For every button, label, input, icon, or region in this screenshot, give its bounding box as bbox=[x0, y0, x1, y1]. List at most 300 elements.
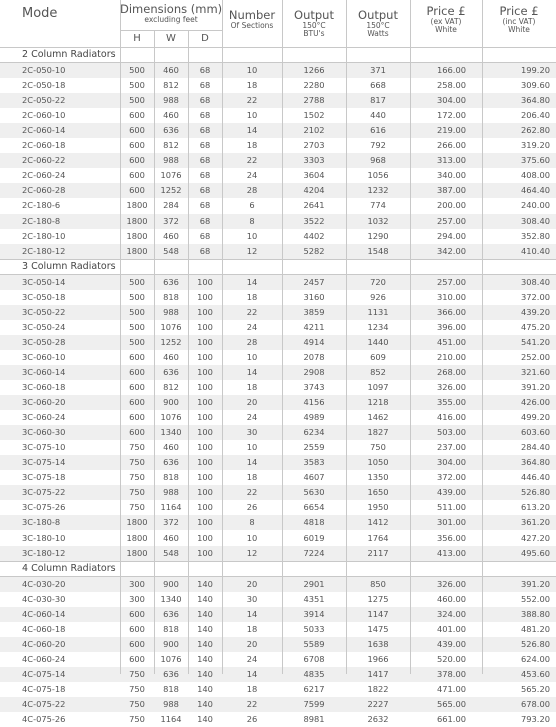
cell-width: 818 bbox=[163, 683, 179, 694]
table-row bbox=[0, 440, 556, 455]
cell-width: 636 bbox=[163, 366, 179, 377]
header-d-label: D bbox=[201, 33, 209, 44]
cell-width: 372 bbox=[163, 215, 179, 226]
cell-output-btu: 4818 bbox=[303, 517, 325, 528]
cell-model: 3C-060-30 bbox=[22, 427, 66, 438]
cell-price-ex-vat: 511.00 bbox=[436, 502, 466, 513]
table-row bbox=[0, 577, 556, 592]
cell-price-ex-vat: 451.00 bbox=[436, 336, 466, 347]
cell-price-ex-vat: 219.00 bbox=[436, 125, 466, 136]
cell-price-ex-vat: 356.00 bbox=[436, 532, 466, 543]
cell-width: 460 bbox=[163, 230, 179, 241]
cell-model: 2C-050-18 bbox=[22, 80, 66, 91]
cell-height: 600 bbox=[129, 397, 145, 408]
cell-model: 3C-050-22 bbox=[22, 306, 66, 317]
table-row bbox=[0, 335, 556, 350]
cell-price-ex-vat: 268.00 bbox=[436, 366, 466, 377]
cell-sections: 24 bbox=[246, 170, 258, 181]
cell-price-ex-vat: 366.00 bbox=[436, 306, 466, 317]
cell-price-ex-vat: 520.00 bbox=[436, 653, 466, 664]
cell-price-ex-vat: 471.00 bbox=[436, 683, 466, 694]
table-row bbox=[0, 290, 556, 305]
cell-sections: 28 bbox=[246, 185, 258, 196]
cell-width: 1076 bbox=[160, 653, 182, 664]
table-row bbox=[0, 275, 556, 290]
cell-depth: 68 bbox=[199, 170, 211, 181]
cell-model: 3C-060-10 bbox=[22, 351, 66, 362]
table-row bbox=[0, 652, 556, 667]
cell-output-watts: 616 bbox=[370, 125, 386, 136]
cell-output-watts: 1966 bbox=[367, 653, 389, 664]
header-number-label: Number bbox=[228, 8, 276, 22]
cell-output-btu: 2102 bbox=[303, 125, 325, 136]
cell-height: 500 bbox=[129, 65, 145, 75]
cell-depth: 68 bbox=[199, 95, 211, 106]
cell-price-ex-vat: 413.00 bbox=[436, 547, 466, 558]
cell-width: 1076 bbox=[160, 321, 182, 332]
cell-width: 636 bbox=[163, 276, 179, 287]
header-number bbox=[222, 0, 282, 47]
cell-output-btu: 3743 bbox=[303, 382, 325, 392]
header-price-ex-label: Price £ bbox=[426, 4, 466, 18]
cell-model: 3C-075-10 bbox=[22, 442, 66, 453]
cell-model: 2C-180-6 bbox=[22, 200, 61, 211]
cell-output-btu: 1266 bbox=[303, 65, 325, 75]
cell-depth: 100 bbox=[197, 366, 213, 377]
header-number-sub: Of Sections bbox=[230, 21, 274, 30]
cell-width: 460 bbox=[163, 110, 179, 121]
cell-output-watts: 1950 bbox=[367, 502, 389, 513]
cell-width: 1164 bbox=[160, 502, 182, 513]
header-price-inc-colour: White bbox=[508, 25, 530, 34]
cell-output-btu: 2457 bbox=[303, 276, 325, 287]
cell-depth: 100 bbox=[197, 472, 213, 483]
cell-output-watts: 1290 bbox=[367, 230, 389, 241]
col-divider bbox=[188, 30, 189, 674]
cell-model: 2C-060-14 bbox=[22, 125, 66, 136]
cell-sections: 10 bbox=[246, 230, 258, 241]
cell-output-btu: 6654 bbox=[303, 502, 325, 513]
cell-sections: 14 bbox=[246, 366, 258, 377]
cell-price-ex-vat: 166.00 bbox=[436, 65, 466, 75]
cell-price-inc-vat: 475.20 bbox=[520, 321, 550, 332]
cell-output-btu: 6019 bbox=[303, 532, 325, 543]
cell-price-ex-vat: 172.00 bbox=[436, 110, 466, 121]
cell-width: 988 bbox=[163, 306, 179, 317]
header-price-inc-label: Price £ bbox=[499, 4, 539, 18]
cell-model: 4C-060-18 bbox=[22, 623, 66, 634]
cell-depth: 68 bbox=[199, 200, 211, 211]
cell-output-btu: 4989 bbox=[303, 412, 325, 423]
cell-output-btu: 2078 bbox=[303, 351, 325, 362]
cell-depth: 68 bbox=[199, 140, 211, 151]
cell-price-inc-vat: 678.00 bbox=[520, 699, 550, 709]
cell-height: 600 bbox=[129, 155, 145, 166]
cell-price-ex-vat: 342.00 bbox=[436, 245, 466, 256]
header-output-btu-temp: 150°C bbox=[302, 21, 326, 30]
cell-price-inc-vat: 388.80 bbox=[520, 608, 550, 619]
cell-model: 3C-060-20 bbox=[22, 397, 66, 408]
header-w-label: W bbox=[166, 33, 176, 44]
cell-height: 1800 bbox=[126, 215, 148, 226]
cell-price-ex-vat: 661.00 bbox=[436, 714, 466, 725]
cell-model: 3C-075-14 bbox=[22, 457, 66, 468]
cell-width: 1252 bbox=[160, 185, 182, 196]
cell-output-watts: 968 bbox=[370, 155, 386, 166]
cell-output-watts: 2632 bbox=[367, 714, 389, 725]
cell-sections: 18 bbox=[246, 80, 258, 91]
table-row bbox=[0, 395, 556, 410]
table-row bbox=[0, 485, 556, 500]
cell-price-ex-vat: 313.00 bbox=[436, 155, 466, 166]
cell-output-btu: 2901 bbox=[303, 578, 325, 589]
cell-price-ex-vat: 257.00 bbox=[436, 215, 466, 226]
table-row bbox=[0, 183, 556, 198]
cell-output-btu: 3604 bbox=[303, 170, 325, 181]
cell-output-watts: 1440 bbox=[367, 336, 389, 347]
cell-price-ex-vat: 326.00 bbox=[436, 382, 466, 392]
cell-price-ex-vat: 237.00 bbox=[436, 442, 466, 453]
table-row bbox=[0, 455, 556, 470]
cell-output-watts: 1131 bbox=[367, 306, 389, 317]
cell-sections: 18 bbox=[246, 623, 258, 634]
cell-model: 3C-075-18 bbox=[22, 472, 66, 483]
cell-sections: 18 bbox=[246, 382, 258, 392]
cell-output-btu: 5282 bbox=[303, 245, 325, 256]
cell-width: 636 bbox=[163, 125, 179, 136]
section-header bbox=[0, 47, 556, 63]
table-row bbox=[0, 138, 556, 153]
cell-price-ex-vat: 266.00 bbox=[436, 140, 466, 151]
cell-width: 988 bbox=[163, 487, 179, 498]
cell-height: 750 bbox=[129, 457, 145, 468]
cell-depth: 100 bbox=[197, 382, 213, 392]
cell-width: 460 bbox=[163, 65, 179, 75]
cell-output-watts: 817 bbox=[370, 95, 386, 106]
cell-depth: 68 bbox=[199, 80, 211, 91]
cell-output-watts: 1412 bbox=[367, 517, 389, 528]
cell-output-watts: 1050 bbox=[367, 457, 389, 468]
cell-price-ex-vat: 310.00 bbox=[436, 291, 466, 302]
cell-output-watts: 609 bbox=[370, 351, 386, 362]
cell-output-watts: 1638 bbox=[367, 638, 389, 649]
table-row bbox=[0, 305, 556, 320]
cell-model: 4C-060-20 bbox=[22, 638, 66, 649]
cell-price-inc-vat: 364.80 bbox=[520, 457, 550, 468]
cell-depth: 100 bbox=[197, 532, 213, 543]
cell-price-inc-vat: 526.80 bbox=[520, 638, 550, 649]
cell-price-ex-vat: 460.00 bbox=[436, 593, 466, 604]
header-output-btu bbox=[282, 0, 346, 47]
cell-height: 600 bbox=[129, 125, 145, 136]
cell-output-btu: 7599 bbox=[303, 699, 325, 709]
header-model-label: Mode bbox=[22, 6, 58, 21]
cell-output-btu: 8981 bbox=[303, 714, 325, 725]
cell-output-watts: 774 bbox=[370, 200, 386, 211]
cell-price-ex-vat: 439.00 bbox=[436, 487, 466, 498]
cell-height: 300 bbox=[129, 593, 145, 604]
cell-price-inc-vat: 352.80 bbox=[520, 230, 550, 241]
table-row bbox=[0, 153, 556, 168]
cell-height: 600 bbox=[129, 412, 145, 423]
cell-height: 600 bbox=[129, 140, 145, 151]
cell-depth: 140 bbox=[197, 638, 213, 649]
cell-price-inc-vat: 308.40 bbox=[520, 276, 550, 287]
table-row bbox=[0, 667, 556, 682]
cell-height: 750 bbox=[129, 668, 145, 679]
cell-width: 900 bbox=[163, 397, 179, 408]
cell-width: 812 bbox=[163, 382, 179, 392]
cell-model: 3C-050-24 bbox=[22, 321, 66, 332]
cell-price-inc-vat: 319.20 bbox=[520, 140, 550, 151]
cell-sections: 22 bbox=[246, 306, 258, 317]
cell-sections: 12 bbox=[246, 547, 258, 558]
cell-model: 2C-180-10 bbox=[22, 230, 66, 241]
cell-width: 988 bbox=[163, 95, 179, 106]
cell-output-btu: 2908 bbox=[303, 366, 325, 377]
cell-model: 3C-180-12 bbox=[22, 547, 66, 558]
cell-height: 600 bbox=[129, 382, 145, 392]
cell-price-ex-vat: 355.00 bbox=[436, 397, 466, 408]
table-row bbox=[0, 622, 556, 637]
cell-sections: 22 bbox=[246, 155, 258, 166]
cell-height: 600 bbox=[129, 427, 145, 438]
cell-height: 750 bbox=[129, 699, 145, 709]
table-row bbox=[0, 78, 556, 93]
cell-price-inc-vat: 321.60 bbox=[520, 366, 550, 377]
cell-output-btu: 4211 bbox=[303, 321, 325, 332]
cell-price-inc-vat: 361.20 bbox=[520, 517, 550, 528]
cell-output-btu: 3859 bbox=[303, 306, 325, 317]
cell-depth: 100 bbox=[197, 502, 213, 513]
cell-depth: 100 bbox=[197, 517, 213, 528]
cell-sections: 14 bbox=[246, 457, 258, 468]
cell-output-btu: 3303 bbox=[303, 155, 325, 166]
cell-depth: 140 bbox=[197, 608, 213, 619]
table-row bbox=[0, 470, 556, 485]
cell-sections: 10 bbox=[246, 110, 258, 121]
table-row bbox=[0, 123, 556, 138]
cell-depth: 140 bbox=[197, 653, 213, 664]
col-divider bbox=[346, 0, 347, 674]
cell-depth: 100 bbox=[197, 442, 213, 453]
cell-price-ex-vat: 387.00 bbox=[436, 185, 466, 196]
cell-depth: 100 bbox=[197, 291, 213, 302]
cell-height: 1800 bbox=[126, 200, 148, 211]
cell-width: 1076 bbox=[160, 170, 182, 181]
cell-output-watts: 750 bbox=[370, 442, 386, 453]
cell-sections: 22 bbox=[246, 487, 258, 498]
header-price-ex-colour: White bbox=[435, 25, 457, 34]
cell-sections: 8 bbox=[249, 517, 255, 528]
cell-sections: 22 bbox=[246, 699, 258, 709]
cell-height: 750 bbox=[129, 487, 145, 498]
cell-model: 3C-180-10 bbox=[22, 532, 66, 543]
cell-output-watts: 1056 bbox=[367, 170, 389, 181]
table-row bbox=[0, 592, 556, 607]
cell-width: 460 bbox=[163, 442, 179, 453]
section-title: 3 Column Radiators bbox=[22, 260, 116, 272]
header-d bbox=[188, 30, 222, 46]
cell-output-btu: 5033 bbox=[303, 623, 325, 634]
cell-price-inc-vat: 364.80 bbox=[520, 95, 550, 106]
cell-sections: 12 bbox=[246, 245, 258, 256]
cell-depth: 100 bbox=[197, 351, 213, 362]
cell-depth: 100 bbox=[197, 487, 213, 498]
cell-output-btu: 3914 bbox=[303, 608, 325, 619]
cell-price-inc-vat: 495.60 bbox=[520, 547, 550, 558]
header-h bbox=[120, 30, 154, 46]
cell-price-ex-vat: 304.00 bbox=[436, 457, 466, 468]
cell-output-watts: 850 bbox=[370, 578, 386, 589]
cell-output-watts: 1218 bbox=[367, 397, 389, 408]
cell-depth: 68 bbox=[199, 230, 211, 241]
cell-sections: 24 bbox=[246, 412, 258, 423]
cell-price-inc-vat: 240.00 bbox=[520, 200, 550, 211]
cell-output-btu: 3160 bbox=[303, 291, 325, 302]
cell-model: 2C-060-18 bbox=[22, 140, 66, 151]
cell-output-btu: 4156 bbox=[303, 397, 325, 408]
cell-model: 2C-060-22 bbox=[22, 155, 66, 166]
cell-depth: 68 bbox=[199, 110, 211, 121]
cell-price-ex-vat: 416.00 bbox=[436, 412, 466, 423]
table-row bbox=[0, 365, 556, 380]
table-row bbox=[0, 244, 556, 259]
cell-depth: 100 bbox=[197, 457, 213, 468]
cell-depth: 68 bbox=[199, 125, 211, 136]
cell-height: 1800 bbox=[126, 532, 148, 543]
header-price-inc-vat bbox=[482, 0, 556, 47]
cell-sections: 14 bbox=[246, 276, 258, 287]
cell-sections: 6 bbox=[249, 200, 255, 211]
cell-price-inc-vat: 439.20 bbox=[520, 306, 550, 317]
col-divider bbox=[282, 0, 283, 674]
cell-model: 2C-060-24 bbox=[22, 170, 66, 181]
cell-width: 812 bbox=[163, 80, 179, 91]
cell-price-ex-vat: 294.00 bbox=[436, 230, 466, 241]
cell-price-ex-vat: 439.00 bbox=[436, 638, 466, 649]
header-w bbox=[154, 30, 188, 46]
cell-depth: 100 bbox=[197, 336, 213, 347]
col-divider bbox=[120, 0, 121, 674]
cell-width: 1252 bbox=[160, 336, 182, 347]
cell-price-inc-vat: 526.80 bbox=[520, 487, 550, 498]
table-row bbox=[0, 410, 556, 425]
cell-height: 600 bbox=[129, 185, 145, 196]
cell-height: 500 bbox=[129, 80, 145, 91]
cell-price-inc-vat: 613.20 bbox=[520, 502, 550, 513]
cell-output-btu: 5630 bbox=[303, 487, 325, 498]
cell-sections: 24 bbox=[246, 321, 258, 332]
cell-output-watts: 720 bbox=[370, 276, 386, 287]
cell-sections: 10 bbox=[246, 532, 258, 543]
cell-model: 3C-075-22 bbox=[22, 487, 66, 498]
cell-model: 4C-075-22 bbox=[22, 699, 66, 709]
cell-output-watts: 1097 bbox=[367, 382, 389, 392]
cell-price-ex-vat: 257.00 bbox=[436, 276, 466, 287]
cell-output-watts: 1548 bbox=[367, 245, 389, 256]
cell-model: 3C-060-18 bbox=[22, 382, 66, 392]
header-model bbox=[0, 0, 110, 47]
cell-model: 4C-075-14 bbox=[22, 668, 66, 679]
header-h-label: H bbox=[133, 33, 141, 44]
cell-height: 600 bbox=[129, 110, 145, 121]
cell-model: 4C-030-30 bbox=[22, 593, 66, 604]
cell-height: 750 bbox=[129, 502, 145, 513]
cell-width: 900 bbox=[163, 578, 179, 589]
cell-depth: 68 bbox=[199, 185, 211, 196]
cell-output-btu: 5589 bbox=[303, 638, 325, 649]
cell-model: 2C-050-22 bbox=[22, 95, 66, 106]
cell-price-ex-vat: 324.00 bbox=[436, 608, 466, 619]
table-row bbox=[0, 214, 556, 229]
cell-height: 1800 bbox=[126, 517, 148, 528]
cell-price-inc-vat: 372.00 bbox=[520, 291, 550, 302]
cell-price-inc-vat: 499.20 bbox=[520, 412, 550, 423]
col-divider bbox=[410, 0, 411, 674]
section-title: 2 Column Radiators bbox=[22, 49, 116, 60]
cell-price-ex-vat: 301.00 bbox=[436, 517, 466, 528]
cell-width: 460 bbox=[163, 532, 179, 543]
cell-price-inc-vat: 624.00 bbox=[520, 653, 550, 664]
cell-height: 1800 bbox=[126, 547, 148, 558]
cell-price-inc-vat: 427.20 bbox=[520, 532, 550, 543]
cell-output-watts: 1822 bbox=[367, 683, 389, 694]
cell-height: 500 bbox=[129, 306, 145, 317]
cell-model: 3C-060-24 bbox=[22, 412, 66, 423]
cell-width: 812 bbox=[163, 140, 179, 151]
cell-price-inc-vat: 408.00 bbox=[520, 170, 550, 181]
cell-output-btu: 6217 bbox=[303, 683, 325, 694]
cell-depth: 100 bbox=[197, 427, 213, 438]
cell-sections: 28 bbox=[246, 336, 258, 347]
cell-price-inc-vat: 206.40 bbox=[520, 110, 550, 121]
section-header bbox=[0, 561, 556, 577]
cell-model: 2C-180-12 bbox=[22, 245, 66, 256]
cell-model: 3C-050-14 bbox=[22, 276, 66, 287]
cell-width: 988 bbox=[163, 155, 179, 166]
cell-output-btu: 4835 bbox=[303, 668, 325, 679]
table-row bbox=[0, 607, 556, 622]
cell-output-btu: 4607 bbox=[303, 472, 325, 483]
cell-price-ex-vat: 326.00 bbox=[436, 578, 466, 589]
cell-width: 818 bbox=[163, 623, 179, 634]
cell-sections: 14 bbox=[246, 608, 258, 619]
cell-output-watts: 371 bbox=[370, 65, 386, 75]
cell-output-watts: 440 bbox=[370, 110, 386, 121]
cell-width: 900 bbox=[163, 638, 179, 649]
cell-model: 4C-060-24 bbox=[22, 653, 66, 664]
header-output-btu-label: Output bbox=[294, 8, 334, 22]
cell-price-inc-vat: 453.60 bbox=[520, 668, 550, 679]
col-divider bbox=[482, 0, 483, 674]
cell-output-watts: 1764 bbox=[367, 532, 389, 543]
cell-output-watts: 1234 bbox=[367, 321, 389, 332]
cell-output-watts: 1475 bbox=[367, 623, 389, 634]
col-divider bbox=[222, 0, 223, 674]
cell-width: 818 bbox=[163, 291, 179, 302]
cell-sections: 10 bbox=[246, 351, 258, 362]
table-row bbox=[0, 515, 556, 530]
cell-depth: 140 bbox=[197, 668, 213, 679]
cell-sections: 14 bbox=[246, 125, 258, 136]
cell-depth: 100 bbox=[197, 321, 213, 332]
cell-depth: 68 bbox=[199, 65, 211, 75]
cell-sections: 10 bbox=[246, 442, 258, 453]
cell-sections: 20 bbox=[246, 578, 258, 589]
cell-depth: 140 bbox=[197, 593, 213, 604]
table-row bbox=[0, 63, 556, 78]
